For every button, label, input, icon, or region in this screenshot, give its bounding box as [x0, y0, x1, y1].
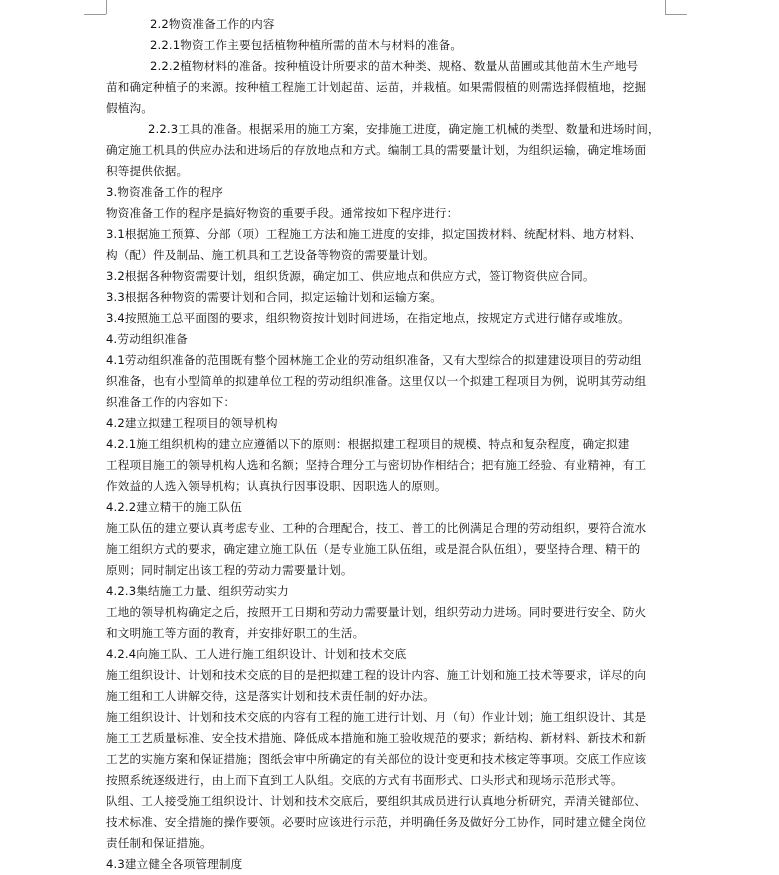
- paragraph-line: 苗和确定种植子的来源。按种植工程施工计划起苗、运苗，并栽植。如果需假植的则需选择假植地，挖掘: [106, 80, 647, 94]
- paragraph-line: 作效益的人选入领导机构；认真执行因事设职、因职选人的原则。: [106, 479, 447, 493]
- paragraph-line: 施工组和工人讲解交待，这是落实计划和技术责任制的好办法。: [106, 689, 435, 703]
- paragraph-line: 工地的领导机构确定之后，按照开工日期和劳动力需要量计划，组织劳动力进场。同时要进行安全、防火: [106, 605, 647, 619]
- paragraph-line: 物资准备工作的程序是搞好物资的重要手段。通常按如下程序进行：: [106, 206, 459, 220]
- paragraph-line: 2.2.3工具的准备。根据采用的施工方案，安排施工进度，确定施工机械的类型、数量和进场时间，: [148, 122, 660, 136]
- paragraph-line: 施工组织设计、计划和技术交底的目的是把拟建工程的设计内容、施工计划和施工技术等要求，详尽的向: [106, 668, 647, 682]
- paragraph-line: 工艺的实施方案和保证措施；图纸会审中所确定的有关部位的设计变更和技术核定等事项。交底工作应该: [106, 752, 647, 766]
- paragraph-line: 施工组织设计、计划和技术交底的内容有工程的施工进行计划、月（旬）作业计划；施工组织设计、其是: [106, 710, 647, 724]
- paragraph-line: 2.2.1物资工作主要包括植物种植所需的苗木与材料的准备。: [150, 38, 463, 52]
- paragraph-line: 技术标准、安全措施的操作要领。必要时应该进行示范，并明确任务及做好分工协作，同时建立健全岗位: [106, 815, 647, 829]
- crop-mark-left-vertical: [106, 0, 107, 14]
- paragraph-line: 3.2根据各种物资需要计划，组织货源，确定加工、供应地点和供应方式，签订物资供应合同。: [106, 269, 595, 283]
- heading-4-3: 4.3建立健全各项管理制度: [106, 857, 243, 871]
- paragraph-line: 2.2.2植物材料的准备。按种植设计所要求的苗木种类、规格、数量从苗圃或其他苗木生产地号: [150, 59, 639, 73]
- paragraph-line: 施工工艺质量标准、安全技术措施、降低成本措施和施工验收规范的要求；新结构、新材料、新技术和新: [106, 731, 647, 745]
- crop-mark-right-horizontal: [665, 14, 687, 15]
- paragraph-line: 施工队伍的建立要认真考虑专业、工种的合理配合，技工、普工的比例满足合理的劳动组织，要符合流水: [106, 521, 647, 535]
- paragraph-line: 假植沟。: [106, 101, 153, 115]
- heading-4-2: 4.2建立拟建工程项目的领导机构: [106, 416, 278, 430]
- paragraph-line: 4.1劳动组织准备的范围既有整个园林施工企业的劳动组织准备，又有大型综合的拟建建设项目的劳动组: [106, 353, 642, 367]
- crop-mark-right-vertical: [665, 0, 666, 14]
- paragraph-line: 4.2.1施工组织机构的建立应遵循以下的原则：根据拟建工程项目的规模、特点和复杂程度，确定拟建: [106, 437, 630, 451]
- heading-4-2-2: 4.2.2建立精干的施工队伍: [106, 500, 242, 514]
- heading-4: 4.劳动组织准备: [106, 332, 188, 346]
- paragraph-line: 构（配）件及制品、施工机具和工艺设备等物资的需要量计划。: [106, 248, 435, 262]
- paragraph-line: 工程项目施工的领导机构人选和名额；坚持合理分工与密切协作相结合；把有施工经验、有业精神，有工: [106, 458, 647, 472]
- document-body: [106, 14, 666, 875]
- paragraph-line: 原则；同时制定出该工程的劳动力需要量计划。: [106, 563, 353, 577]
- paragraph-line: 织准备工作的内容如下：: [106, 395, 236, 409]
- paragraph-line: 责任制和保证措施。: [106, 836, 212, 850]
- paragraph-line: 积等提供依据。: [106, 164, 189, 178]
- paragraph-line: 3.4按照施工总平面图的要求，组织物资按计划时间进场，在指定地点，按规定方式进行储存或堆放。: [106, 311, 630, 325]
- heading-2-2: 2.2物资准备工作的内容: [150, 17, 275, 31]
- paragraph-line: 和文明施工等方面的教育，并安排好职工的生活。: [106, 626, 365, 640]
- paragraph-line: 织准备，也有小型简单的拟建单位工程的劳动组织准备。这里仅以一个拟建工程项目为例，说明其劳动组: [106, 374, 647, 388]
- heading-4-2-3: 4.2.3集结施工力量、组织劳动实力: [106, 584, 289, 598]
- paragraph-line: 确定施工机具的供应办法和进场后的存放地点和方式。编制工具的需要量计划，为组织运输，确定堆场面: [106, 143, 647, 157]
- crop-mark-left-horizontal: [84, 14, 106, 15]
- paragraph-line: 3.1根据施工预算、分部（项）工程施工方法和施工进度的安排，拟定国拨材料、统配材料、地方材料、: [106, 227, 642, 241]
- heading-4-2-4: 4.2.4向施工队、工人进行施工组织设计、计划和技术交底: [106, 647, 407, 661]
- heading-3: 3.物资准备工作的程序: [106, 185, 224, 199]
- paragraph-line: 3.3根据各种物资的需要计划和合同，拟定运输计划和运输方案。: [106, 290, 442, 304]
- paragraph-line: 按照系统逐级进行，由上而下直到工人队组。交底的方式有书面形式、口头形式和现场示范形式等。: [106, 773, 623, 787]
- paragraph-line: 队组、工人接受施工组织设计、计划和技术交底后，要组织其成员进行认真地分析研究，弄清关键部位、: [106, 794, 647, 808]
- paragraph-line: 施工组织方式的要求，确定建立施工队伍（是专业施工队伍组，或是混合队伍组），要坚持合理、精干的: [106, 542, 641, 556]
